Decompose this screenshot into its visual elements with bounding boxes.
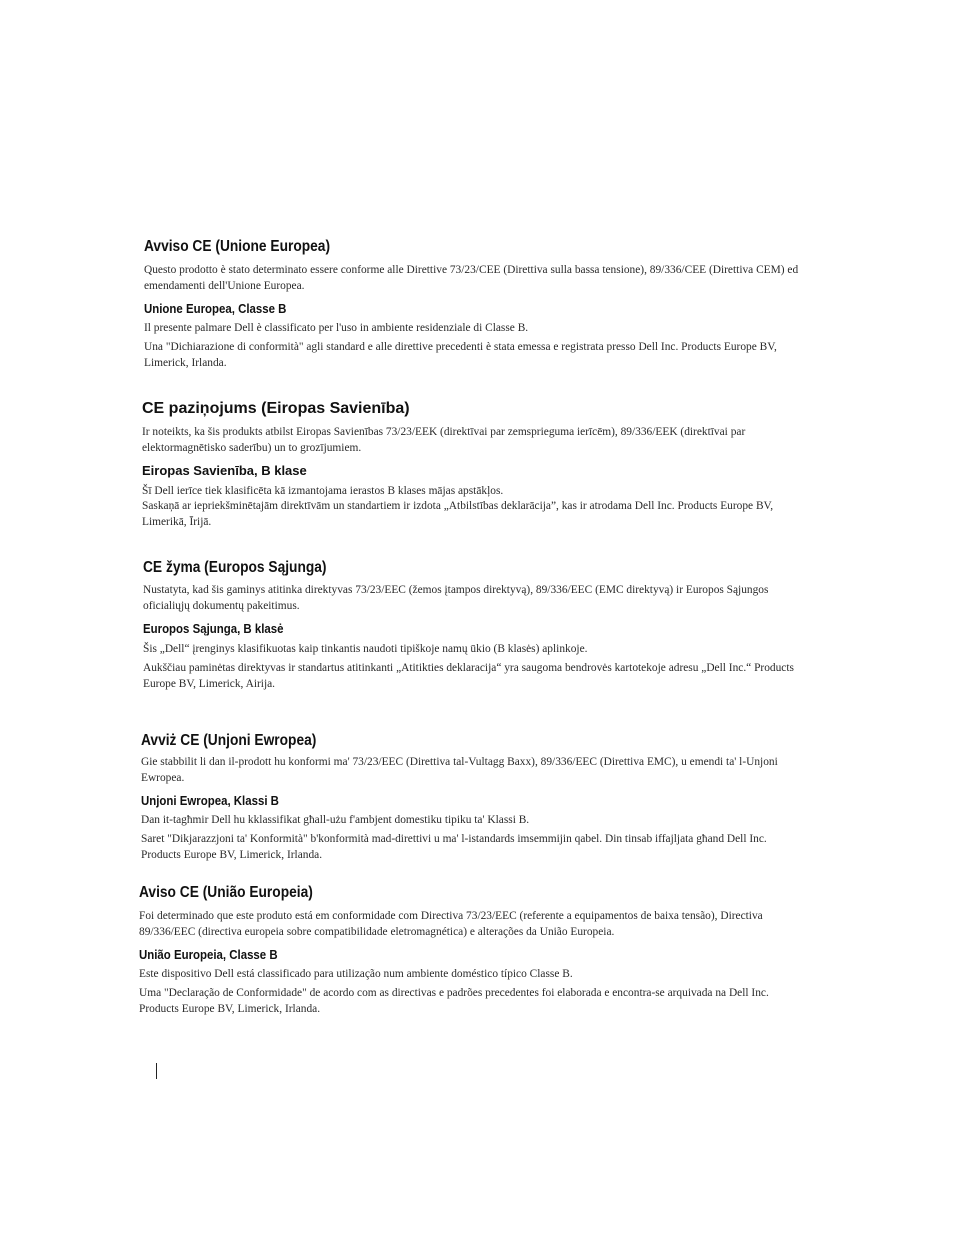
margin-rule bbox=[156, 1063, 157, 1079]
section-paragraph: Uma "Declaração de Conformidade" de acordo com as directivas e padrões precedentes foi elaborada e encontra-se arquivada na Dell Inc. Products Europe BV, Limerick, Irlanda. bbox=[139, 987, 769, 1015]
section-subheading: Europos Sąjunga, B klasė bbox=[143, 621, 284, 636]
section-paragraph: Nustatyta, kad šis gaminys atitinka direktyvas 73/23/EEC (žemos įtampos direktyvą), 89/336/EEC (EMC direktyvą) ir Europos Sąjungos oficialiųjų dokumentų pakeitimus. bbox=[143, 584, 769, 612]
section-heading: CE žyma (Europos Sąjunga) bbox=[143, 559, 327, 576]
section-paragraph: Saskaņā ar iepriekšminētajām direktīvām un standartiem ir izdota „Atbilstības deklarācija”, kas ir atrodama Dell Inc. Products Europe BV, Limerikā, Īrijā. bbox=[142, 500, 774, 528]
section-paragraph: Aukščiau paminėtas direktyvas ir standartus atitinkanti „Atitikties deklaracija“ yra saugoma bendrovės kartotekoje adresu „Dell Inc.“ Products Europe BV, Limerick, Airija. bbox=[143, 662, 794, 690]
section-subheading: União Europeia, Classe B bbox=[139, 947, 278, 962]
section-paragraph: Una "Dichiarazione di conformità" agli standard e alle direttive precedenti è stata emessa e registrata presso Dell Inc. Products Europe BV, Limerick, Irlanda. bbox=[144, 341, 777, 369]
section-heading: Avviż CE (Unjoni Ewropea) bbox=[141, 732, 317, 749]
section-heading: CE paziņojums (Eiropas Savienība) bbox=[142, 400, 410, 417]
section-heading: Aviso CE (União Europeia) bbox=[139, 884, 313, 901]
section-paragraph: Il presente palmare Dell è classificato per l'uso in ambiente residenziale di Classe B. bbox=[144, 322, 529, 334]
section-paragraph: Dan it-tagħmir Dell hu kklassifikat għall-użu f'ambjent domestiku tipiku ta' Klassi B. bbox=[141, 814, 530, 826]
section-paragraph: Šis „Dell“ įrenginys klasifikuotas kaip tinkantis naudoti tipiškoje namų ūkio (B klasės) aplinkoje. bbox=[143, 643, 588, 655]
section-subheading: Unjoni Ewropea, Klassi B bbox=[141, 793, 279, 808]
section-paragraph: Saret "Dikjarazzjoni ta' Konformità" b'konformità mad-direttivi u ma' l-istandards imsemmijin qabel. Din tinsab iffajljata għand Dell Inc. Products Europe BV, Limerick, Irlanda. bbox=[141, 833, 767, 861]
section-heading: Avviso CE (Unione Europea) bbox=[144, 238, 331, 255]
section-paragraph: Foi determinado que este produto está em conformidade com Directiva 73/23/EEC (referente a equipamentos de baixa tensão), Directiva 89/336/EEC (directiva europeia sobre compatibilidade eletromagnética) e alterações da União Europeia. bbox=[139, 910, 763, 938]
section-paragraph: Questo prodotto è stato determinato essere conforme alle Direttive 73/23/CEE (Direttiva sulla bassa tensione), 89/336/CEE (Direttiva CEM) ed emendamenti dell'Unione Europea. bbox=[144, 264, 799, 292]
section-paragraph: Ir noteikts, ka šis produkts atbilst Eiropas Savienības 73/23/EEK (direktīvai par zemsprieguma ierīcēm), 89/336/EEK (direktīvai par elektormagnētisko saderību) un to grozījumiem. bbox=[142, 426, 746, 454]
section-subheading: Eiropas Savienība, B klase bbox=[142, 463, 307, 478]
section-paragraph: Šī Dell ierīce tiek klasificēta kā izmantojama ierastos B klases mājas apstākļos. bbox=[142, 485, 504, 497]
section-paragraph: Este dispositivo Dell está classificado para utilização num ambiente doméstico típico Classe B. bbox=[139, 968, 573, 980]
section-paragraph: Gie stabbilit li dan il-prodott hu konformi ma' 73/23/EEC (Direttiva tal-Vultagg Baxx), 89/336/EEC (Direttiva EMC), u emendi ta' l-Unjoni Ewropea. bbox=[141, 756, 778, 784]
section-subheading: Unione Europea, Classe B bbox=[144, 301, 287, 316]
